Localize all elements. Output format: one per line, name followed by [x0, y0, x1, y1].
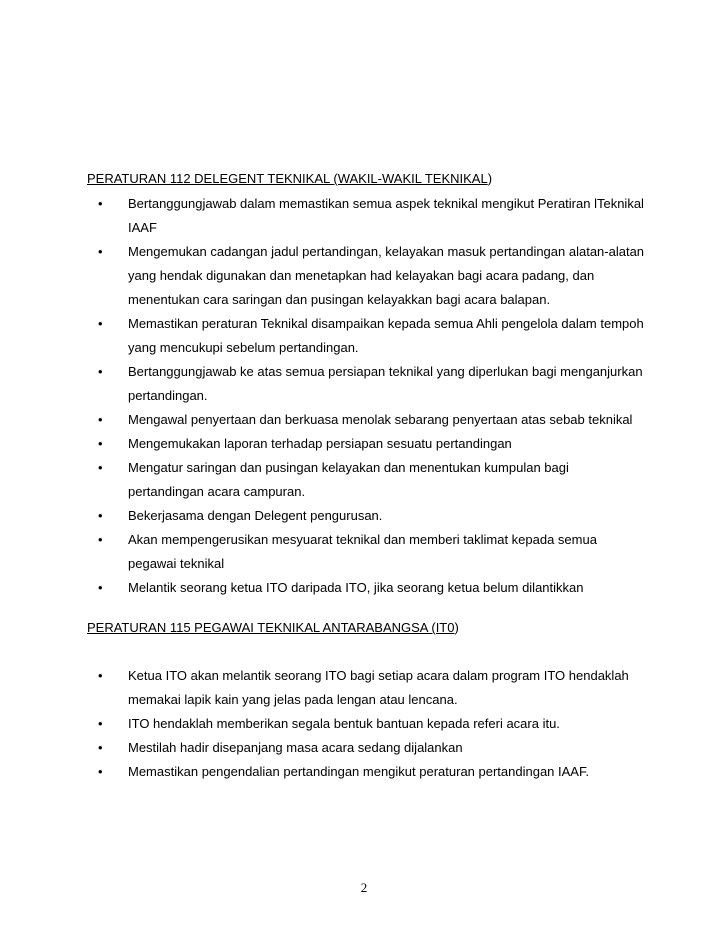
list-item — [0, 360, 728, 408]
section-heading-tail: ) — [454, 620, 459, 635]
list-item — [0, 240, 728, 312]
list-item — [0, 760, 728, 784]
section-heading-peraturan-115 — [87, 620, 459, 636]
bullet-icon: • — [98, 740, 103, 755]
list-item — [0, 664, 728, 712]
bullet-icon: • — [98, 412, 103, 427]
list-item — [0, 312, 728, 360]
list-item-text: Bertanggungjawab dalam memastikan semua aspek teknikal mengikut Peratiran lTeknikal IAAF — [128, 196, 644, 235]
list-item-text: Bekerjasama dengan Delegent pengurusan. — [128, 508, 383, 523]
list-item-text: Mengatur saringan dan pusingan kelayakan dan menentukan kumpulan bagi pertandingan acara campuran. — [128, 460, 569, 499]
list-item-text: Akan mempengerusikan mesyuarat teknikal dan memberi taklimat kepada semua pegawai teknikal — [128, 532, 597, 571]
list-item — [0, 432, 728, 456]
list-item-text: Memastikan peraturan Teknikal disampaikan kepada semua Ahli pengelola dalam tempoh yang mencukupi sebelum pertandingan. — [128, 316, 644, 355]
section-heading-peraturan-112 — [87, 171, 492, 187]
section-heading-text: PERATURAN 112 DELEGENT TEKNIKAL (WAKIL-WAKIL TEKNIKAL — [87, 171, 488, 186]
list-item — [0, 456, 728, 504]
bullet-icon: • — [98, 436, 103, 451]
list-item — [0, 408, 728, 432]
section-heading-text: PERATURAN 115 PEGAWAI TEKNIKAL ANTARABANGSA (IT0 — [87, 620, 455, 635]
bullet-list-peraturan-112 — [0, 192, 728, 600]
bullet-icon: • — [98, 580, 103, 595]
bullet-icon: • — [98, 244, 103, 259]
list-item-text: Mengemukan cadangan jadul pertandingan, kelayakan masuk pertandingan alatan-alatan yang hendak digunakan dan menetapkan had kelayakan bagi acara padang, dan menentukan cara saringan dan pusingan kelayakkan bagi acara balapan. — [128, 244, 645, 307]
section-heading-tail: ) — [487, 171, 493, 186]
list-item-text: Memastikan pengendalian pertandingan mengikut peraturan pertandingan IAAF. — [128, 764, 590, 779]
list-item — [0, 712, 728, 736]
bullet-icon: • — [98, 532, 103, 547]
bullet-icon: • — [98, 716, 103, 731]
list-item-text: Bertanggungjawab ke atas semua persiapan teknikal yang diperlukan bagi menganjurkan pertandingan. — [128, 364, 643, 403]
list-item — [0, 192, 728, 240]
list-item-text: Mengawal penyertaan dan berkuasa menolak sebarang penyertaan atas sebab teknikal — [128, 412, 633, 427]
bullet-icon: • — [98, 364, 103, 379]
bullet-icon: • — [98, 460, 103, 475]
list-item — [0, 528, 728, 576]
bullet-icon: • — [98, 764, 103, 779]
list-item-text: Melantik seorang ketua ITO daripada ITO, jika seorang ketua belum dilantikkan — [128, 580, 584, 595]
list-item-text: Mestilah hadir disepanjang masa acara sedang dijalankan — [128, 740, 463, 755]
bullet-icon: • — [98, 668, 103, 683]
bullet-icon: • — [98, 316, 103, 331]
list-item — [0, 576, 728, 600]
list-item-text: Mengemukakan laporan terhadap persiapan sesuatu pertandingan — [128, 436, 512, 451]
bullet-list-peraturan-115 — [0, 664, 728, 784]
page-number: 2 — [360, 880, 368, 895]
bullet-icon: • — [98, 196, 103, 211]
list-item-text: Ketua ITO akan melantik seorang ITO bagi setiap acara dalam program ITO hendaklah memakai lapik kain yang jelas pada lengan atau lencana. — [128, 668, 629, 707]
list-item — [0, 736, 728, 760]
list-item — [0, 504, 728, 528]
list-item-text: ITO hendaklah memberikan segala bentuk bantuan kepada referi acara itu. — [128, 716, 560, 731]
bullet-icon: • — [98, 508, 103, 523]
